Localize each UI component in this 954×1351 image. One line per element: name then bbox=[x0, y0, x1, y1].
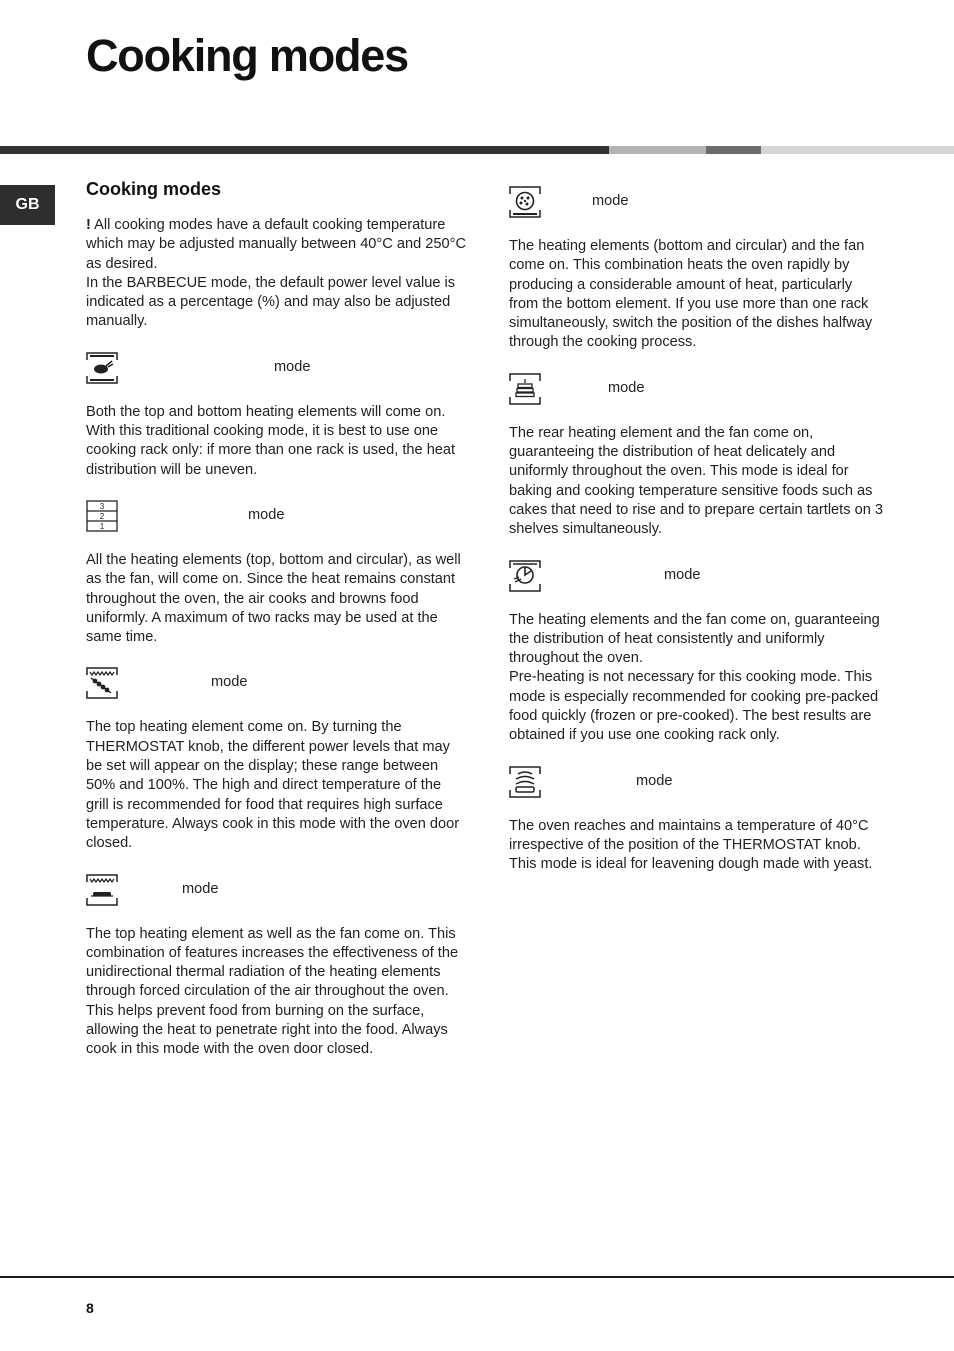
mode-description: Both the top and bottom heating elements will come on. With this traditional cooking mode, it is best to use one cooking rack only: if more than one rack is used, the heat distribution will be uneven. bbox=[86, 403, 456, 478]
mode-multi-cooking bbox=[86, 500, 466, 647]
fast-cooking-icon bbox=[509, 560, 541, 592]
intro-paragraph bbox=[86, 216, 466, 332]
mode-label: mode bbox=[636, 772, 673, 789]
mode-label: mode bbox=[274, 358, 311, 375]
traditional-oven-icon bbox=[86, 352, 118, 384]
intro-text: All cooking modes have a default cooking temperature which may be adjusted manually between 40°C and 250°C as desired. bbox=[86, 217, 466, 272]
mode-description-line: The heating elements and the fan come on, guaranteeing the distribution of heat consistently and uniformly throughout the oven. bbox=[509, 611, 880, 667]
mode-label: mode bbox=[592, 193, 629, 209]
mode-description: The rear heating element and the fan come on, guaranteeing the distribution of heat delicately and uniformly throughout the oven. This mode is ideal for baking and cooking temperature sensitive foods such as cakes that need to rise and to prepare certain tartlets on 3 shelves simultaneously. bbox=[509, 424, 883, 538]
gratin-icon bbox=[86, 874, 118, 906]
section-heading: Cooking modes bbox=[86, 179, 222, 199]
warning-mark: ! bbox=[86, 217, 91, 233]
mode-description: The heating elements (bottom and circular) and the fan come on. This combination heats the oven rapidly by producing a considerable amount of heat, particularly from the bottom element. If you use more than one rack simultaneously, switch the position of the dishes halfway through the cooking process. bbox=[509, 238, 873, 351]
mode-description: The oven reaches and maintains a temperature of 40°C irrespective of the position of the THERMOSTAT knob. This mode is ideal for leavening dough made with yeast. bbox=[509, 817, 873, 873]
mode-label: mode bbox=[182, 880, 219, 897]
right-column bbox=[509, 186, 885, 895]
mode-description bbox=[86, 925, 466, 1060]
pizza-icon bbox=[509, 186, 541, 218]
mode-leavening bbox=[509, 766, 885, 875]
mode-label: mode bbox=[608, 379, 645, 396]
header-rule-dark bbox=[0, 146, 609, 154]
footer-rule bbox=[0, 1276, 954, 1278]
mode-description-line: This helps prevent food from burning on the surface, allowing the heat to penetrate right into the food. Always cook in this mode with the oven door closed. bbox=[86, 1002, 448, 1058]
mode-description-line: Pre-heating is not necessary for this cooking mode. This mode is especially recommended for cooking pre-packed food quickly (frozen or pre-cooked). The best results are obtained if you use one cooking rack only. bbox=[509, 669, 879, 744]
rack-number-3: 3 bbox=[99, 501, 105, 511]
left-column bbox=[86, 176, 466, 1080]
page-title: Cooking modes bbox=[86, 30, 408, 81]
mode-label: mode bbox=[211, 674, 248, 691]
mode-label: mode bbox=[664, 566, 701, 583]
mode-pastry bbox=[509, 373, 885, 540]
header-rule-light bbox=[609, 146, 706, 154]
mode-fast-cooking bbox=[509, 560, 885, 746]
intro-text-barbecue: In the BARBECUE mode, the default power level value is indicated as a percentage (%) and may also be adjusted manually. bbox=[86, 274, 456, 330]
language-tab: GB bbox=[0, 185, 55, 225]
mode-barbecue bbox=[86, 667, 466, 853]
rack-number-1: 1 bbox=[99, 521, 105, 531]
page-number: 8 bbox=[86, 1300, 94, 1316]
rack-number-2: 2 bbox=[99, 511, 105, 521]
mode-description bbox=[509, 611, 885, 746]
header-rule-mid bbox=[706, 146, 761, 154]
pastry-cake-icon bbox=[509, 373, 541, 405]
leavening-icon bbox=[509, 766, 541, 798]
mode-traditional bbox=[86, 352, 466, 480]
mode-description: All the heating elements (top, bottom and circular), as well as the fan, will come on. Since the heat remains constant throughout the oven, the air cooks and browns food uniformly. A maximum of two racks may be used at the same time. bbox=[86, 551, 461, 646]
multi-cooking-icon bbox=[86, 500, 118, 532]
barbecue-grill-icon bbox=[86, 667, 118, 699]
mode-pizza bbox=[509, 186, 885, 353]
mode-gratin bbox=[86, 874, 466, 1060]
mode-label: mode bbox=[248, 506, 285, 523]
mode-description: The top heating element come on. By turning the THERMOSTAT knob, the different power levels that may be set will appear on the display; these range between 50% and 100%. The high and direct temperature of the grill is recommended for food that requires high surface temperature. Always cook in this mode with the oven door closed. bbox=[86, 719, 460, 852]
header-rule-pale bbox=[761, 146, 954, 154]
mode-description-line: The top heating element as well as the fan come on. This combination of features increases the effectiveness of the unidirectional thermal radiation of the heating elements through forced circulation of the air throughout the oven. bbox=[86, 925, 459, 1000]
